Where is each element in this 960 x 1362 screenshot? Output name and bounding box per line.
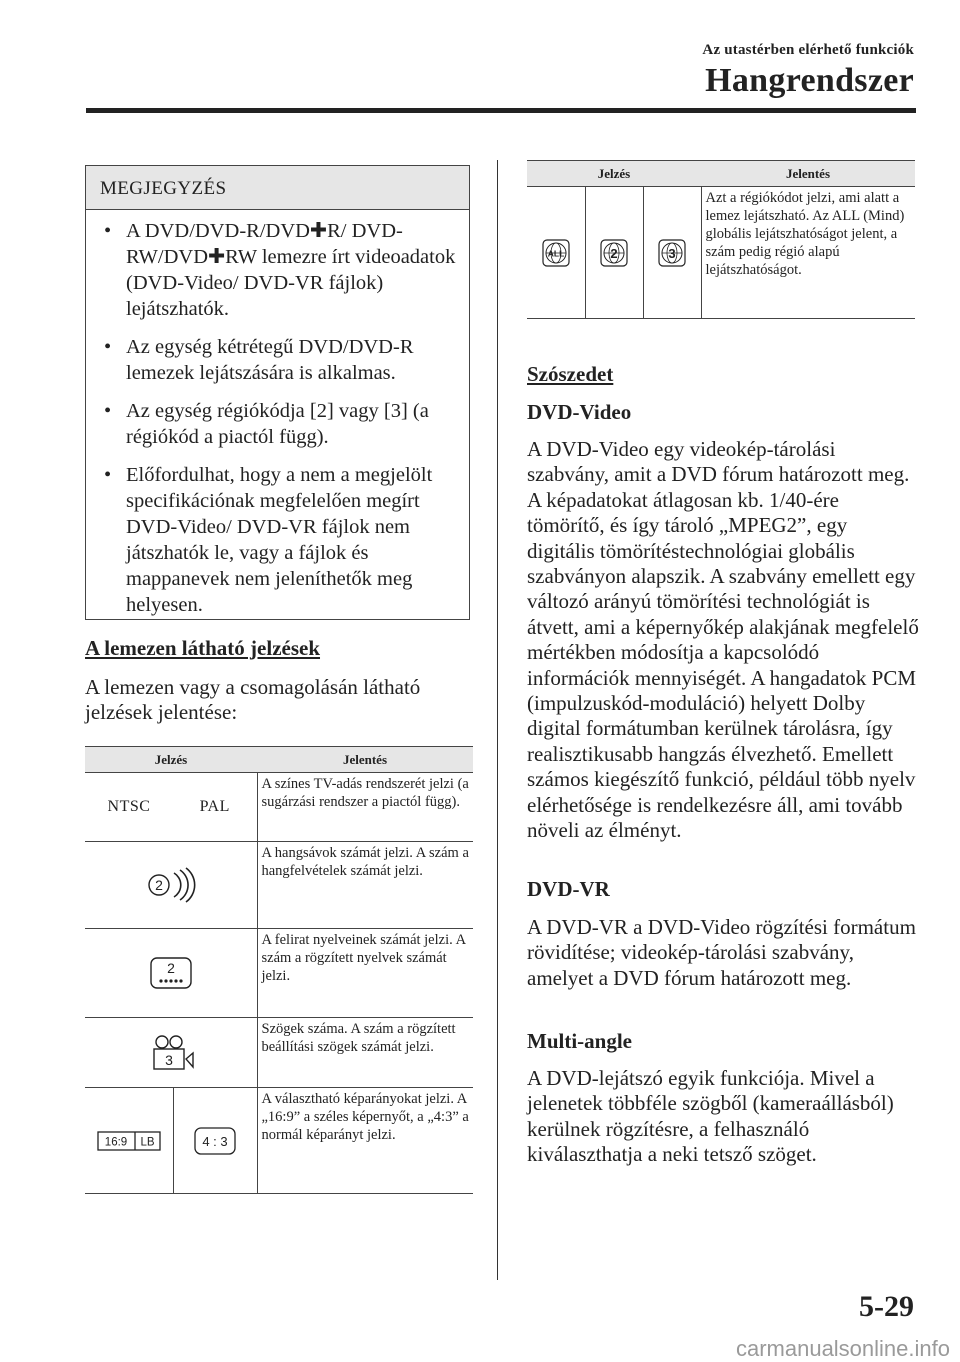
row-meaning: Szögek száma. A szám a rögzített beállítási szögek számát jelzi. [257,1018,473,1088]
svg-text:4 : 3: 4 : 3 [202,1133,228,1149]
running-header-title: Hangrendszer [705,62,914,99]
pal-label: PAL [199,798,230,815]
table-row [85,1018,473,1088]
region-2-icon [600,239,628,267]
note-item: • Az egység kétrétegű DVD/DVD-R lemezek lejátszására is alkalmas. [104,336,414,384]
note-box [85,165,470,620]
glossary-definition: A DVD-Video egy videokép-tárolási szabvány, amit a DVD fórum határozott meg. A képadatokat átlagosan kb. 1/40-ére tömörítő, és így tároló „MPEG2”, egy digitális tömörítéstechnológiai globális szabványon alapszik. A szabvány emellett egy változó arányú tömörítési technológiát is átvett, ami a képernyőkép alakjának megfelelő mértékben módosítja a kapcsolódó információk mennyiségét. A hangadatok PCM (impulzuskód-moduláció) helyett Dolby digital formátumban kerülnek tárolásra, így realisztikusabb hangzás élvezhető. Emellett számos kiegészítő funkció, például több nyelv elérhetősége is rendelkezésre áll, ami tovább növeli az élményt. [527,437,919,843]
widescreen-lb-icon [97,1130,161,1152]
svg-text:2: 2 [154,877,163,893]
row-meaning: Azt a régiókódot jelzi, ami alatt a lemez lejátszható. Az ALL (Mind) globális lejátszhatóságot jelent, a szám pedig régió alapú lejátszhatóságot. [701,187,915,319]
note-item: • A DVD/DVD-R/DVD✚R/ DVD-RW/DVD✚RW lemezre írt videoadatok (DVD-Video/ DVD-VR fájlok) lejátszhatók. [104,220,456,320]
col-header-meaning: Jelentés [257,747,473,773]
audio-tracks-icon [141,867,201,903]
svg-text:3: 3 [668,245,676,261]
svg-text:3: 3 [164,1051,173,1068]
header-rule [86,108,916,113]
table-row [85,773,473,842]
disc-symbols-table [85,746,473,1194]
section-intro: A lemezen vagy a csomagolásán látható jelzések jelentése: [85,675,421,725]
ntsc-label: NTSC [107,798,151,815]
column-divider [497,160,498,1280]
table-row [527,187,915,319]
svg-text:2: 2 [610,245,618,261]
camera-angle-icon [145,1033,197,1073]
table-row [85,929,473,1018]
table-row [85,842,473,929]
region-all-icon [542,239,570,267]
table-row [85,1088,473,1194]
svg-text:2: 2 [166,960,175,976]
row-meaning: A felirat nyelveinek számát jelzi. A szám a rögzített nyelvek számát jelzi. [257,929,473,1018]
running-header-subtitle: Az utastérben elérhető funkciók [702,42,914,58]
svg-text:LB: LB [140,1136,155,1148]
glossary-term: Multi-angle [527,1029,632,1053]
glossary-definition: A DVD-lejátszó egyik funkciója. Mivel a jelenetek többféle szögből (kameraállásból) kerülnek rögzítésre, a felhasználó kiválaszthatja a neki tetsző szöget. [527,1066,894,1167]
region-3-icon [658,239,686,267]
section-title-disc-markings: A lemezen látható jelzések [85,636,321,660]
note-list [86,210,469,618]
row-meaning: A színes TV-adás rendszerét jelzi (a sugárzási rendszer a piactól függ). [257,773,473,842]
note-heading: MEGJEGYZÉS [86,166,469,210]
row-meaning: A hangsávok számát jelzi. A szám a hangfelvételek számát jelzi. [257,842,473,929]
glossary-title: Szószedet [527,362,614,386]
glossary-term: DVD-VR [527,877,610,901]
svg-text:ALL: ALL [547,248,565,258]
subtitle-icon [148,955,194,991]
col-header-symbol: Jelzés [527,161,701,187]
row-meaning: A választható képarányokat jelzi. A „16:9” a széles képernyőt, a „4:3” a normál képarányt jelzi. [257,1088,473,1194]
aspect-4-3-icon [193,1126,237,1156]
note-item: • Az egység régiókódja [2] vagy [3] (a régiókód a piactól függ). [104,400,429,448]
page-number: 5-29 [859,1290,914,1323]
svg-text:16:9: 16:9 [104,1136,127,1148]
note-item: • Előfordulhat, hogy a nem a megjelölt specifikációnak megfelelően megírt DVD-Video/ DVD-VR fájlok nem játszhatók le, vagy a fájlok és mappanevek nem jeleníthetők meg helyesen. [104,464,433,616]
glossary-term: DVD-Video [527,400,632,424]
region-code-table [527,160,915,319]
watermark: carmanualsonline.info [735,1336,950,1361]
glossary-definition: A DVD-VR a DVD-Video rögzítési formátum rövidítése; videokép-tárolási szabvány, amelyet a DVD fórum határozott meg. [527,915,916,990]
col-header-meaning: Jelentés [701,161,915,187]
col-header-symbol: Jelzés [85,747,257,773]
